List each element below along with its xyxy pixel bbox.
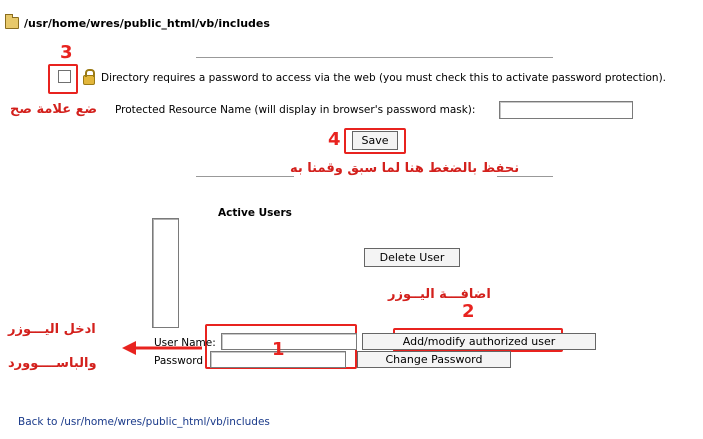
page-title: /usr/home/wres/public_html/vb/includes xyxy=(24,17,270,30)
folder-icon xyxy=(5,17,19,29)
enter-user-hint-annotation: ادخل اليـــوزر xyxy=(8,322,96,337)
step-1-number: 1 xyxy=(272,339,285,360)
lock-icon xyxy=(83,75,95,85)
add-user-button[interactable]: Add/modify authorized user xyxy=(362,333,596,350)
divider-right xyxy=(497,176,553,177)
change-password-button[interactable]: Change Password xyxy=(357,351,511,368)
back-link[interactable]: Back to /usr/home/wres/public_html/vb/includes xyxy=(18,416,270,428)
divider-left xyxy=(196,176,294,177)
save-hint-annotation: نحفظ بالضغط هنا لما سبق وقمنا به xyxy=(290,161,520,176)
password-protect-label: Directory requires a password to access via the web (you must check this to activate password protection). xyxy=(101,72,667,84)
arrow-left-icon xyxy=(122,340,202,356)
resource-name-input[interactable] xyxy=(499,101,633,119)
active-users-heading: Active Users xyxy=(218,207,292,219)
delete-user-button[interactable]: Delete User xyxy=(364,248,460,267)
add-user-hint-annotation: اضافـــة اليــوزر xyxy=(388,287,491,302)
username-label: User Name: xyxy=(154,337,216,349)
enter-pass-hint-annotation: والباســــوورد xyxy=(8,356,97,371)
resource-name-label: Protected Resource Name (will display in browser's password mask): xyxy=(115,104,476,116)
step-4-number: 4 xyxy=(328,129,341,150)
password-protect-checkbox[interactable] xyxy=(58,70,71,83)
step-3-number: 3 xyxy=(60,42,73,63)
save-button[interactable]: Save xyxy=(352,131,398,150)
username-input[interactable] xyxy=(221,333,357,350)
password-label: Password xyxy=(154,355,204,367)
active-users-list[interactable] xyxy=(152,218,179,328)
check-hint-annotation: ضع علامة صح xyxy=(10,102,98,117)
divider-top xyxy=(196,57,553,58)
step-2-number: 2 xyxy=(462,301,475,322)
